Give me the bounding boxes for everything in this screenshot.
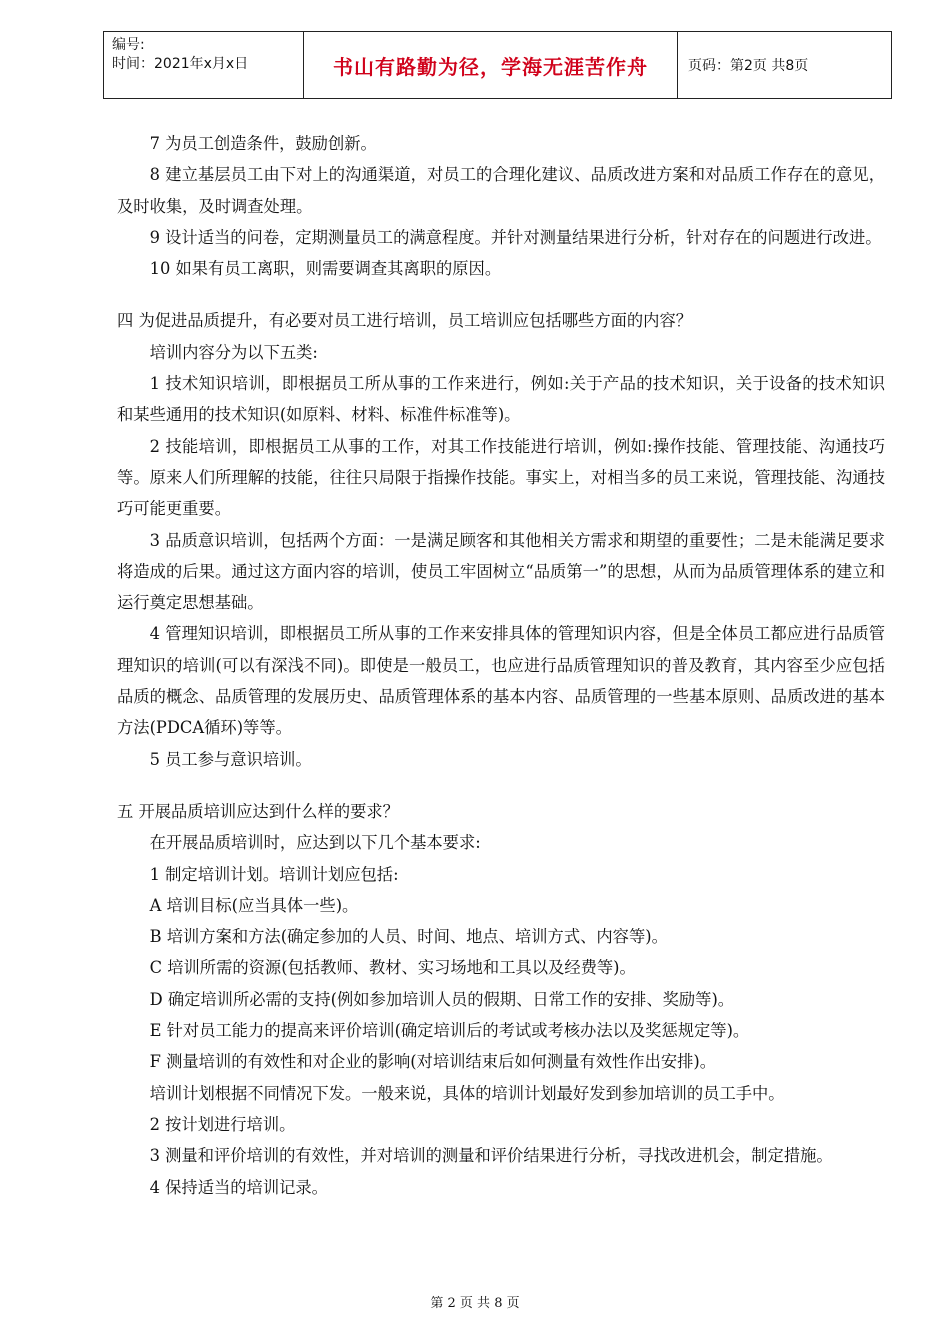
- body-paragraph: 3 品质意识培训，包括两个方面：一是满足顾客和其他相关方需求和期望的重要性；二是未能满足要求将造成的后果。通过这方面内容的培训，使员工牢固树立“品质第一”的思想，从而为品质管理体系的建立和运行奠定思想基础。: [117, 530, 885, 613]
- body-paragraph: 培训内容分为以下五类:: [149, 342, 318, 362]
- body-paragraph: 4 管理知识培训，即根据员工所从事的工作来安排具体的管理知识内容，但是全体员工都应进行品质管理知识的培训(可以有深浅不同)。即使是一般员工，也应进行品质管理知识的普及教育，其内容至少应包括品质的概念、品质管理的发展历史、品质管理体系的基本内容、品质管理的一些基本原则、品质改进的基本方法(PDCA循环)等等。: [117, 624, 885, 738]
- body-paragraph: 在开展品质培训时，应达到以下几个基本要求:: [149, 833, 481, 853]
- document-header: [103, 31, 892, 99]
- body-paragraph: 1 制定培训计划。培训计划应包括:: [149, 864, 399, 884]
- document-body: [117, 128, 885, 1203]
- body-paragraph: C 培训所需的资源(包括教师、教材、实习场地和工具以及经费等)。: [149, 958, 636, 978]
- body-paragraph: 3 测量和评价培训的有效性，并对培训的测量和评价结果进行分析，寻找改进机会，制定措施。: [149, 1146, 833, 1166]
- section-heading: 五 开展品质培训应达到什么样的要求？: [117, 801, 399, 821]
- body-paragraph: 7 为员工创造条件，鼓励创新。: [149, 134, 377, 153]
- body-paragraph: A 培训目标(应当具体一些)。: [149, 895, 359, 915]
- body-paragraph: 10 如果有员工离职，则需要调查其离职的原因。: [149, 259, 502, 279]
- header-meta-cell: [104, 32, 304, 98]
- body-paragraph: 1 技术知识培训，即根据员工所从事的工作来进行，例如:关于产品的技术知识，关于设备的技术知识和某些通用的技术知识(如原料、材料、标准件标准等)。: [117, 374, 885, 425]
- body-paragraph: D 确定培训所必需的支持(例如参加培训人员的假期、日常工作的安排、奖励等)。: [149, 989, 735, 1009]
- body-paragraph: 4 保持适当的培训记录。: [149, 1177, 328, 1197]
- page-footer: 第 2 页 共 8 页: [430, 1296, 520, 1311]
- header-motto: 书山有路勤为径，学海无涯苦作舟: [304, 32, 678, 98]
- document-time-label: 时间：2021年x月x日: [112, 56, 249, 72]
- section-heading: 四 为促进品质提升，有必要对员工进行培训，员工培训应包括哪些方面的内容？: [117, 311, 693, 331]
- header-page-label: 页码：第2页 共8页: [688, 58, 809, 74]
- body-paragraph: 9 设计适当的问卷，定期测量员工的满意程度。并针对测量结果进行分析，针对存在的问题进行改进。: [149, 227, 882, 247]
- body-paragraph: B 培训方案和方法(确定参加的人员、时间、地点、培训方式、内容等)。: [149, 927, 668, 947]
- body-paragraph: 5 员工参与意识培训。: [149, 749, 312, 769]
- document-number-label: 编号:: [112, 37, 145, 53]
- body-paragraph: 2 技能培训，即根据员工从事的工作，对其工作技能进行培训，例如:操作技能、管理技能、沟通技巧等。原来人们所理解的技能，往往只局限于指操作技能。事实上，对相当多的员工来说，管理技能、沟通技巧可能更重要。: [117, 436, 885, 519]
- body-paragraph: F 测量培训的有效性和对企业的影响(对培训结束后如何测量有效性作出安排)。: [149, 1052, 717, 1072]
- body-paragraph: 培训计划根据不同情况下发。一般来说，具体的培训计划最好发到参加培训的员工手中。: [149, 1083, 785, 1103]
- body-paragraph: E 针对员工能力的提高来评价培训(确定培训后的考试或考核办法以及奖惩规定等)。: [149, 1021, 750, 1041]
- body-paragraph: 2 按计划进行培训。: [149, 1114, 296, 1134]
- body-paragraph: 8 建立基层员工由下对上的沟通渠道，对员工的合理化建议、品质改进方案和对品质工作存在的意见，及时收集，及时调查处理。: [117, 165, 885, 216]
